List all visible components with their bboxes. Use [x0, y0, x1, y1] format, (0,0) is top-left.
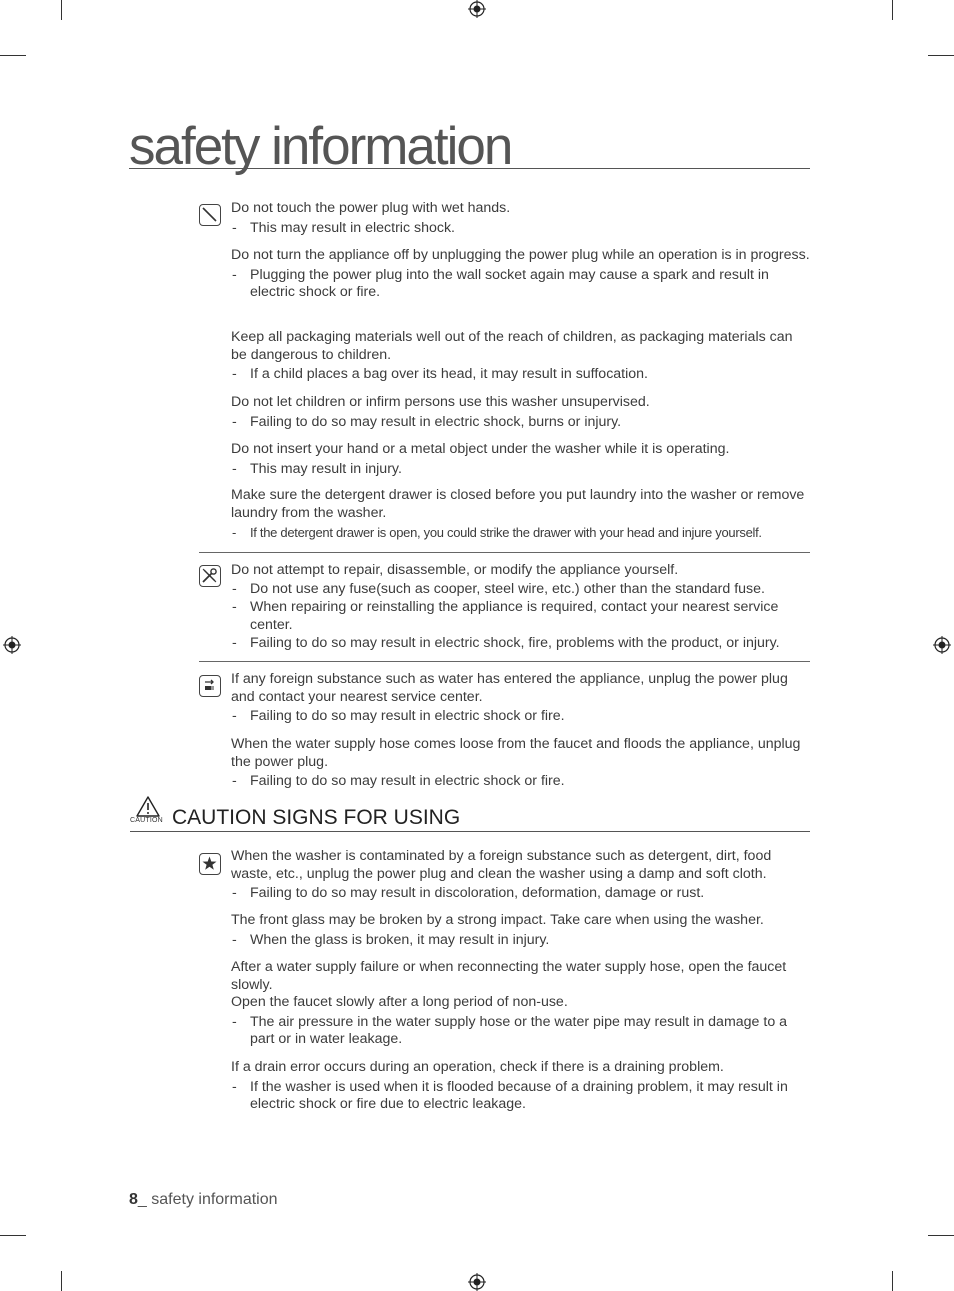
- page-number: 8: [129, 1191, 138, 1208]
- crop-mark: [61, 1271, 62, 1291]
- crop-mark: [0, 1235, 26, 1236]
- safety-item-note: Failing to do so may result in electric shock or fire.: [250, 773, 565, 789]
- registration-mark-icon: [933, 636, 951, 654]
- caution-item-note: The air pressure in the water supply hose or the water pipe may result in damage to a part or in water leakage.: [250, 1013, 788, 1047]
- safety-group: [199, 661, 810, 797]
- crop-mark: [928, 1235, 954, 1236]
- safety-item: Do not let children or infirm persons use this washer unsupervised. - Failing to do so may result in electric shock, burns or injury.: [231, 394, 650, 430]
- prohibition-icon: [199, 204, 221, 226]
- safety-item-note: Do not use any fuse(such as cooper, steel wire, etc.) other than the standard fuse.: [250, 580, 765, 597]
- page-footer: [129, 1191, 278, 1209]
- safety-item: If any foreign substance such as water has entered the appliance, unplug the power plug and contact your nearest service center. - Failing to do so may result in electric shock or fire.: [231, 671, 788, 724]
- crop-mark: [61, 0, 62, 20]
- safety-item-note: This may result in electric shock.: [250, 219, 455, 236]
- footer-label: _ safety information: [137, 1191, 278, 1208]
- safety-item: Keep all packaging materials well out of the reach of children, as packaging materials can be dangerous to children. - If a child places a bag over its head, it may result in suffocation.: [231, 329, 793, 382]
- safety-group: [199, 552, 810, 661]
- safety-group: [199, 200, 810, 552]
- caution-item-note: If the washer is used when it is flooded because of a draining problem, it may result in electric shock or fire due to electric leakage.: [250, 1078, 788, 1112]
- no-disassembly-icon: [199, 565, 221, 587]
- caution-item: When the washer is contaminated by a foreign substance such as detergent, dirt, food waste, etc., unplug the power plug and clean the washer using a damp and soft cloth. - Failing to do so may result in discoloration, deformation, damage or rust.: [231, 848, 772, 901]
- crop-mark: [892, 1271, 893, 1291]
- safety-item: Do not attempt to repair, disassemble, or modify the appliance yourself. - Do not use any fuse(such as cooper, steel wire, etc.) other than the standard fuse. - When repairing or reinstalling the appliance is required, contact your nearest service center. - Failing to do so may result in electric shock, fire, problems with the product, or injury.: [231, 562, 780, 651]
- safety-item-note: When repairing or reinstalling the appliance is required, contact your nearest service center.: [250, 599, 779, 633]
- safety-item: Make sure the detergent drawer is closed before you put laundry into the washer or remove laundry from the washer. - If the detergent drawer is open, you could strike the drawer with your head and injure yourself.: [231, 487, 805, 540]
- safety-item-note: Failing to do so may result in electric shock, fire, problems with the product, or injury.: [250, 635, 780, 651]
- safety-item-note: This may result in injury.: [250, 460, 402, 477]
- caution-item: If a drain error occurs during an operation, check if there is a draining problem. - If the washer is used when it is flooded because of a draining problem, it may result in electric shock or fire due to electric leakage.: [231, 1059, 788, 1112]
- safety-item-note: Failing to do so may result in electric shock or fire.: [250, 708, 565, 724]
- safety-item-note: Failing to do so may result in electric shock, burns or injury.: [250, 413, 622, 430]
- safety-item-note: Plugging the power plug into the wall socket again may cause a spark and result in electric shock or fire.: [250, 266, 769, 300]
- safety-item-note: If the detergent drawer is open, you could strike the drawer with your head and injure yourself.: [250, 525, 762, 540]
- crop-mark: [892, 0, 893, 20]
- page-title: safety information: [129, 118, 810, 169]
- caution-symbol-label: CAUTION: [130, 817, 163, 824]
- safety-item: Do not turn the appliance off by unplugging the power plug while an operation is in progress. - Plugging the power plug into the wall socket again may cause a spark and result in electric shock or fire.: [231, 247, 810, 300]
- caution-item: The front glass may be broken by a strong impact. Take care when using the washer. - When the glass is broken, it may result in injury.: [231, 912, 764, 948]
- crop-mark: [0, 55, 26, 56]
- safety-item: Do not touch the power plug with wet hands. - This may result in electric shock.: [231, 200, 511, 236]
- safety-item-note: If a child places a bag over its head, it may result in suffocation.: [250, 366, 648, 382]
- caution-item-note: Failing to do so may result in discoloration, deformation, damage or rust.: [250, 885, 705, 901]
- caution-section-heading: [130, 796, 810, 832]
- caution-item-note: When the glass is broken, it may result in injury.: [250, 931, 550, 948]
- safety-item: Do not insert your hand or a metal object under the washer while it is operating. - This may result in injury.: [231, 441, 730, 477]
- unplug-icon: [199, 675, 221, 697]
- caution-item: After a water supply failure or when reconnecting the water supply hose, open the faucet slowly. Open the faucet slowly after a long period of non-use. - The air pressure in the water supply hose or the water pipe may result in damage to a part or in water leakage.: [231, 959, 788, 1047]
- crop-mark: [928, 55, 954, 56]
- registration-mark-icon: [468, 1273, 486, 1291]
- caution-heading: CAUTION SIGNS FOR USING: [172, 806, 461, 829]
- registration-mark-icon: [468, 0, 486, 18]
- star-important-icon: [199, 853, 221, 875]
- caution-group: [199, 848, 810, 1120]
- registration-mark-icon: [3, 636, 21, 654]
- safety-item: When the water supply hose comes loose from the faucet and floods the appliance, unplug the power plug. - Failing to do so may result in electric shock or fire.: [231, 736, 801, 789]
